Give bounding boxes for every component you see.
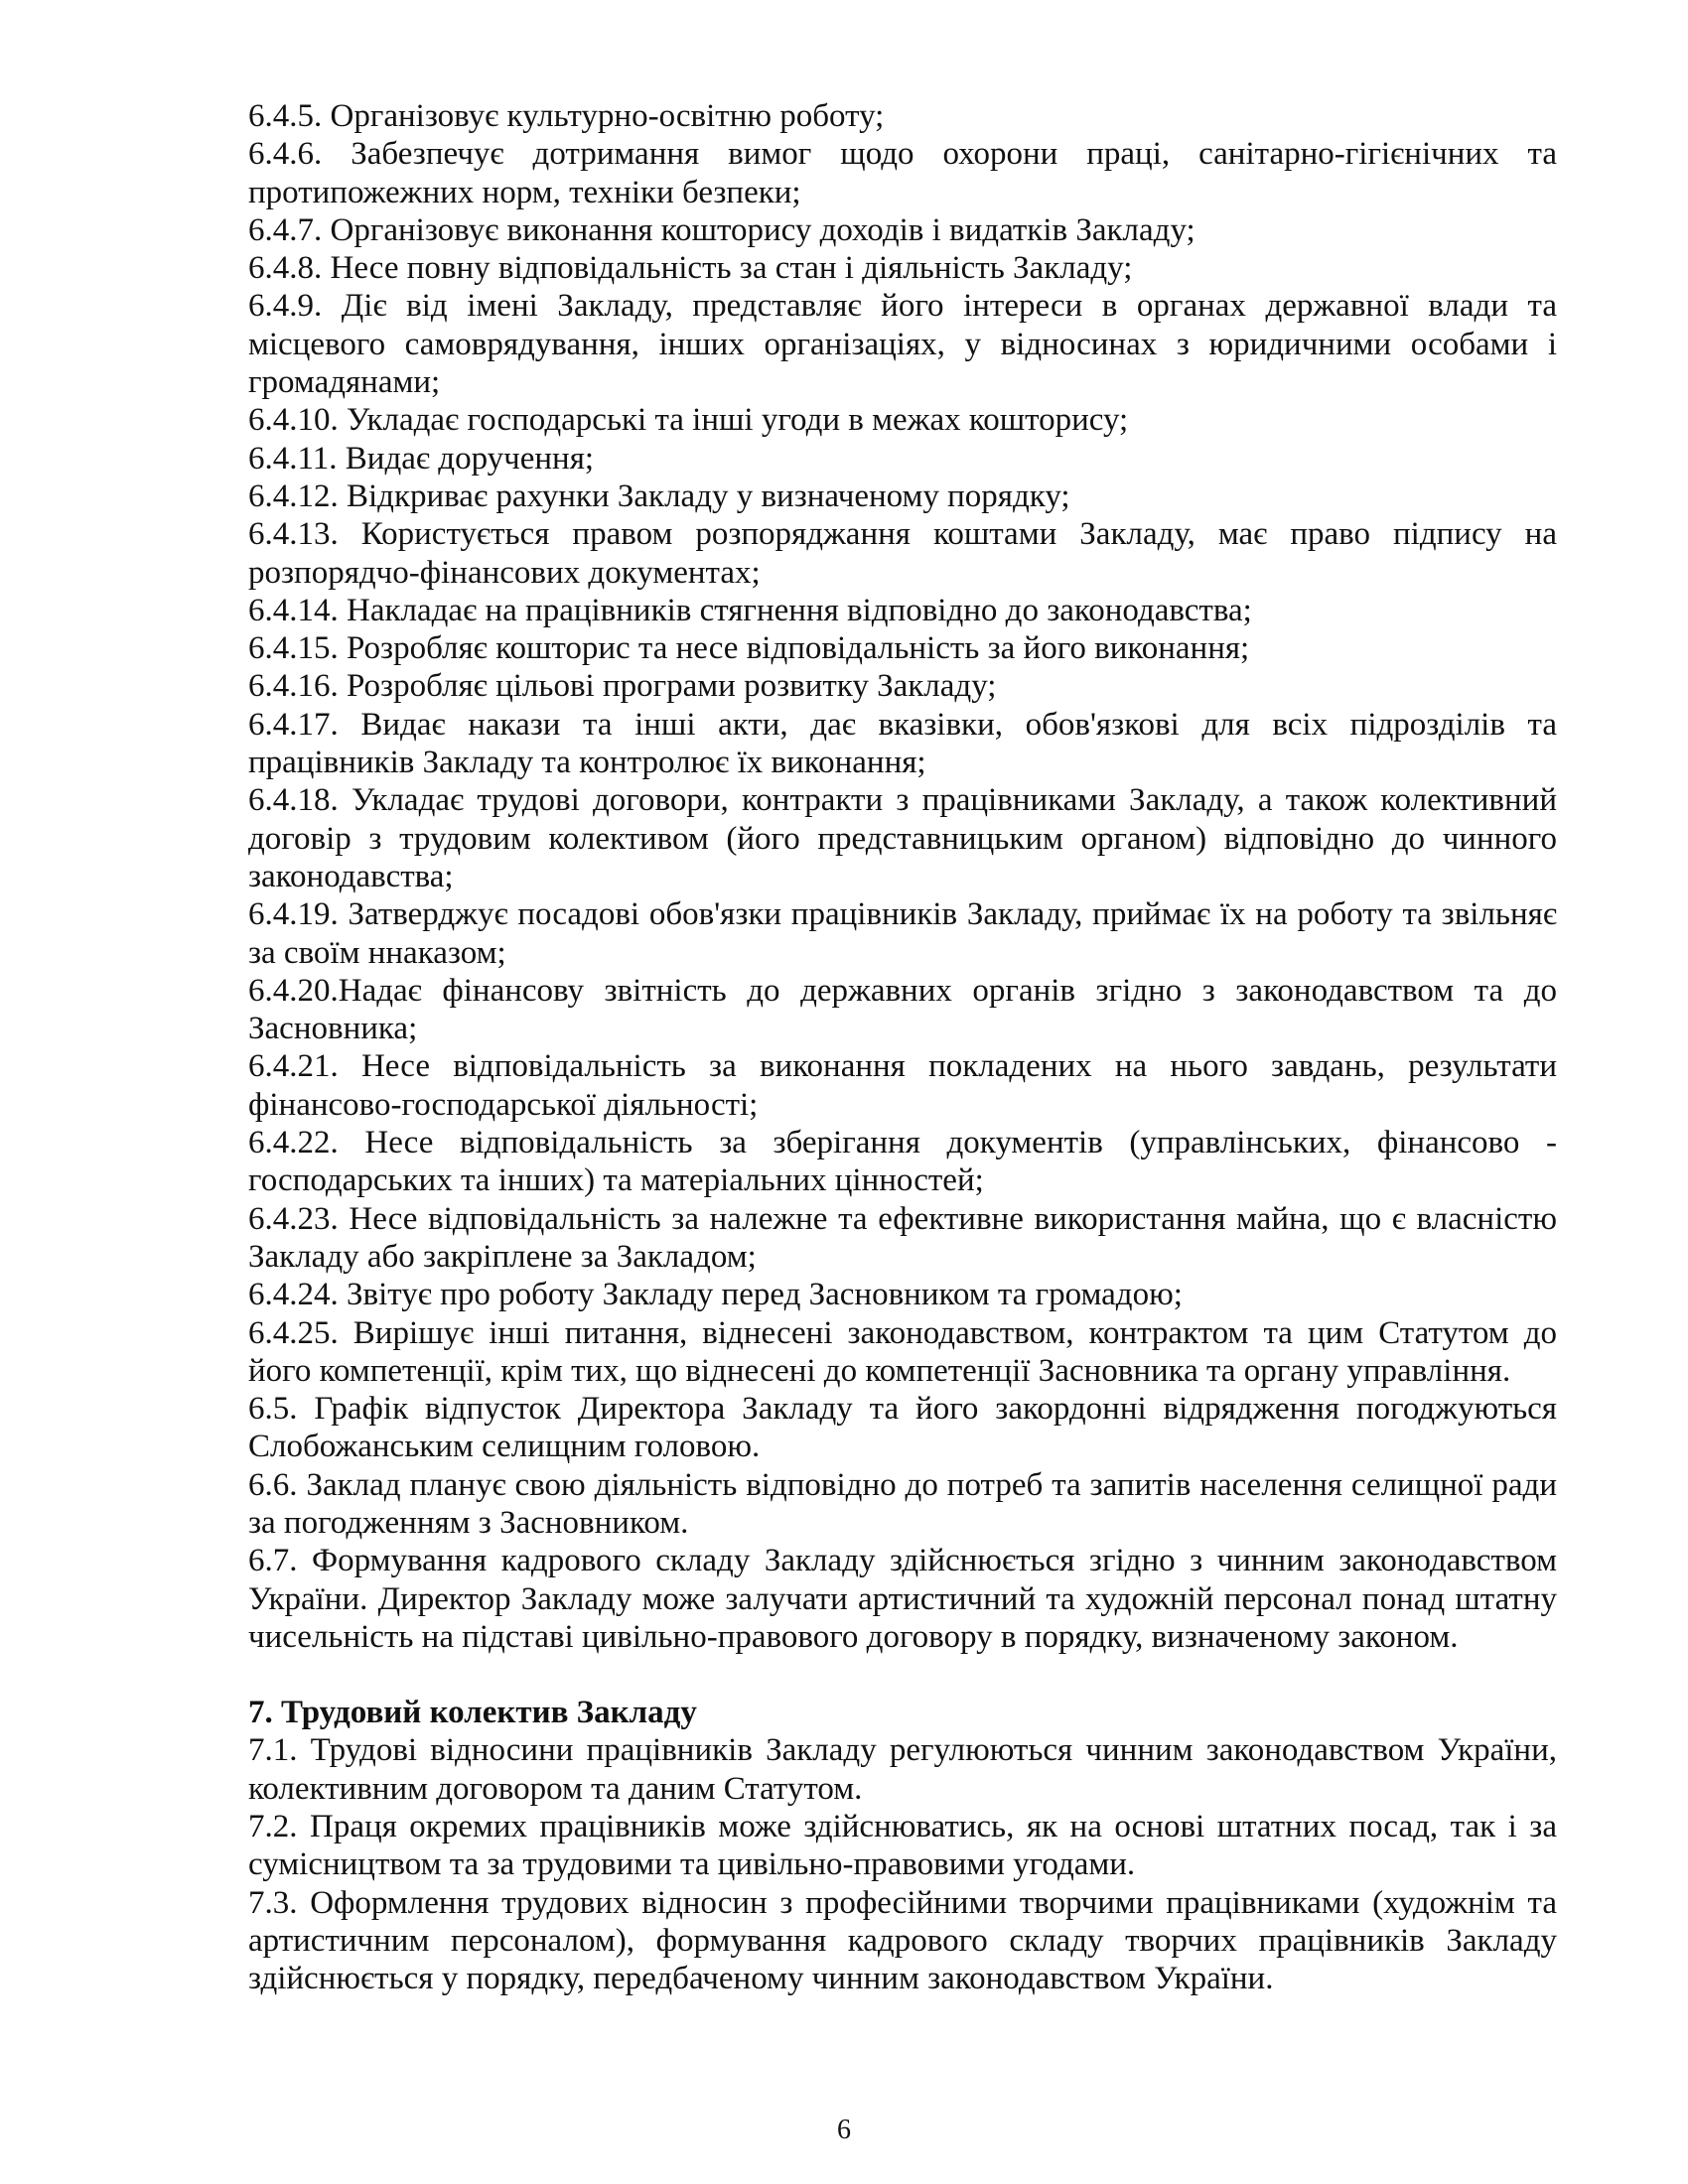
paragraph-6-4-21: 6.4.21. Несе відповідальність за виконання покладених на нього завдань, результати фінансово-господарської діяльності; (248, 1048, 1557, 1123)
section-spacer (248, 1656, 1557, 1694)
paragraph-6-7: 6.7. Формування кадрового складу Закладу здійснюється згідно з чинним законодавством України. Директор Закладу може залучати артистичний та художній персонал понад штатну чисельність на підставі цивільно-правового договору в порядку, визначеному законом. (248, 1543, 1557, 1655)
document-page (248, 97, 1557, 1998)
paragraph-6-4-14: 6.4.14. Накладає на працівників стягнення відповідно до законодавства; (248, 592, 1252, 628)
paragraph-6-4-6: 6.4.6. Забезпечує дотримання вимог щодо охорони праці, санітарно-гігієнічних та протипожежних норм, техніки безпеки; (248, 136, 1557, 210)
paragraph-6-4-8: 6.4.8. Несе повну відповідальність за стан і діяльність Закладу; (248, 250, 1133, 287)
paragraph-6-4-20: 6.4.20.Надає фінансову звітність до державних органів згідно з законодавством та до Засновника; (248, 972, 1557, 1047)
paragraph-6-4-23: 6.4.23. Несе відповідальність за належне та ефективне використання майна, що є власністю Закладу або закріплене за Закладом; (248, 1200, 1557, 1275)
paragraph-6-4-13: 6.4.13. Користується правом розпоряджання коштами Закладу, має право підпису на розпорядчо-фінансових документах; (248, 516, 1557, 591)
paragraph-6-4-7: 6.4.7. Організовує виконання кошторису доходів і видатків Закладу; (248, 211, 1196, 248)
paragraph-6-4-19: 6.4.19. Затверджує посадові обов'язки працівників Закладу, приймає їх на роботу та звільняє за своїм ннаказом; (248, 896, 1557, 971)
paragraph-6-4-17: 6.4.17. Видає накази та інші акти, дає вказівки, обов'язкові для всіх підрозділів та працівників Закладу та контролює їх виконання; (248, 706, 1557, 781)
paragraph-7-2: 7.2. Праця окремих працівників може здійснюватись, як на основі штатних посад, так і за сумісництвом та за трудовими та цивільно-правовими угодами. (248, 1809, 1557, 1883)
paragraph-6-4-5: 6.4.5. Організовує культурно-освітню роботу; (248, 98, 885, 134)
paragraph-6-4-12: 6.4.12. Відкриває рахунки Закладу у визначеному порядку; (248, 478, 1070, 514)
paragraph-6-6: 6.6. Заклад планує свою діяльність відповідно до потреб та запитів населення селищної ради за погодженням з Засновником. (248, 1466, 1557, 1541)
paragraph-6-4-25: 6.4.25. Вирішує інші питання, віднесені законодавством, контрактом та цим Статутом до його компетенції, крім тих, що віднесені до компетенції Засновника та органу управління. (248, 1314, 1557, 1389)
page-number: 6 (837, 2115, 851, 2145)
paragraph-6-4-16: 6.4.16. Розробляє цільові програми розвитку Закладу; (248, 668, 997, 705)
paragraph-7-1: 7.1. Трудові відносини працівників Закладу регулюються чинним законодавством України, колективним договором та даним Статутом. (248, 1732, 1557, 1807)
paragraph-6-4-24: 6.4.24. Звітує про роботу Закладу перед Засновником та громадою; (248, 1277, 1183, 1313)
paragraph-6-4-22: 6.4.22. Несе відповідальність за зберігання документів (управлінських, фінансово - господарських та інших) та матеріальних цінностей; (248, 1125, 1557, 1199)
paragraph-6-4-15: 6.4.15. Розробляє кошторис та несе відповідальність за його виконання; (248, 630, 1250, 667)
paragraph-6-4-18: 6.4.18. Укладає трудові договори, контракти з працівниками Закладу, а також колективний договір з трудовим колективом (його представницьким органом) відповідно до чинного законодавства; (248, 782, 1557, 894)
paragraph-6-4-11: 6.4.11. Видає доручення; (248, 440, 595, 477)
paragraph-7-3: 7.3. Оформлення трудових відносин з професійними творчими працівниками (художнім та артистичним персоналом), формування кадрового складу творчих працівників Закладу здійснюється у порядку, передбаченому чинним законодавством України. (248, 1884, 1557, 1997)
section-7-heading: 7. Трудовий колектив Закладу (248, 1695, 697, 1731)
paragraph-6-4-9: 6.4.9. Діє від імені Закладу, представляє його інтереси в органах державної влади та місцевого самоврядування, інших організаціях, у відносинах з юридичними особами і громадянами; (248, 288, 1557, 401)
paragraph-6-4-10: 6.4.10. Укладає господарські та інші угоди в межах кошторису; (248, 402, 1129, 439)
paragraph-6-5: 6.5. Графік відпусток Директора Закладу та його закордонні відрядження погоджуються Слобожанським селищним головою. (248, 1391, 1557, 1465)
